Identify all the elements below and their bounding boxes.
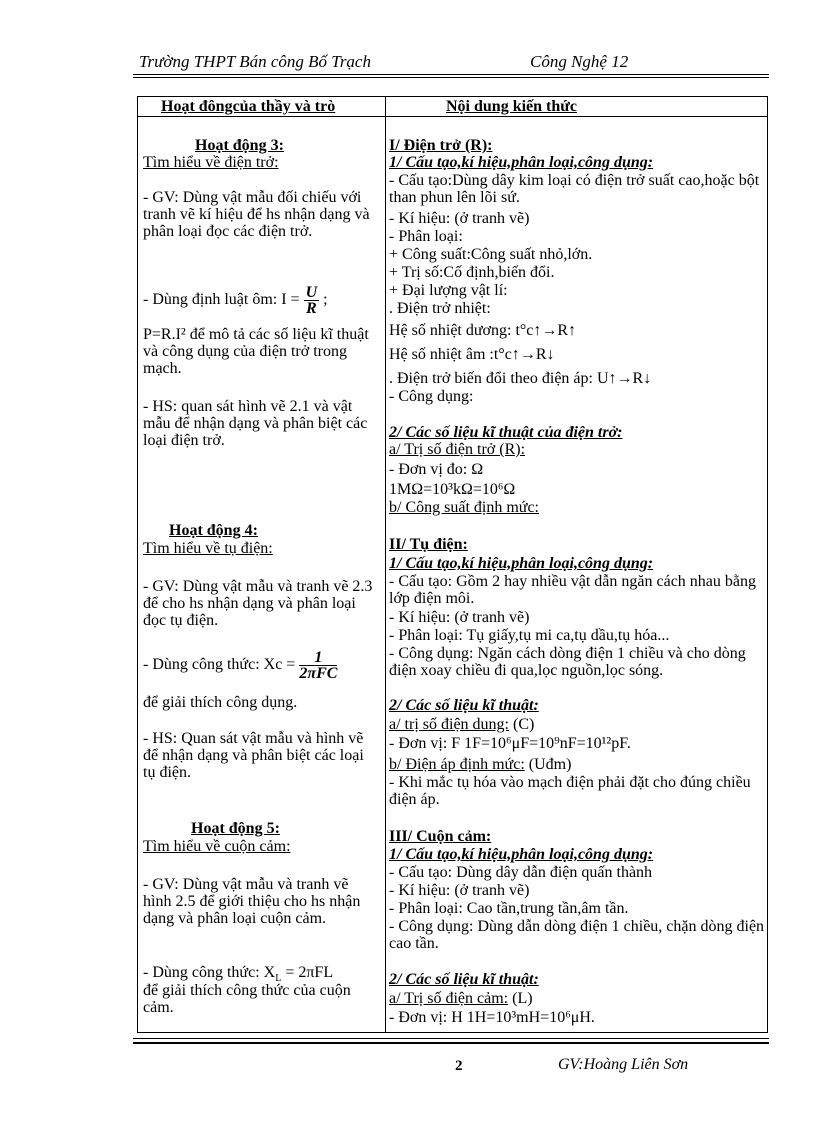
section-inductor: III/ Cuộn cảm:: [389, 828, 492, 845]
activity-4-title: Hoạt động 4:: [169, 522, 258, 539]
voltage-resistor: . Điện trở biến đổi theo điện áp: U↑→R↓: [389, 370, 652, 387]
school-name: Trường THPT Bán công Bố Trạch: [139, 52, 371, 71]
col-header-activities: Hoạt đôngcủa thầy và trò: [161, 98, 336, 115]
activity-5-formula-use: để giải thích công thức của cuộn cảm.: [143, 982, 351, 1016]
footer-rule-thin: [133, 1038, 769, 1039]
rated-voltage: [389, 756, 571, 773]
column-divider: [385, 96, 386, 1033]
activity-4-formula: [143, 650, 337, 681]
inductor-usage: - Công dụng: Dùng dẫn dòng điện 1 chiều, chặn dòng điện cao tần.: [389, 918, 765, 952]
inductive-subscript: L: [275, 973, 282, 985]
rated-voltage-symbol: (Uđm): [524, 756, 572, 773]
inductor-structure: - Cấu tạo: Dùng dây dẫn điện quấn thành: [389, 864, 653, 881]
section-capacitor: II/ Tụ điện:: [389, 536, 468, 553]
negative-coefficient: Hệ số nhiệt âm :t°c↑→R↓: [389, 346, 555, 363]
capacitance-unit: - Đơn vị: F 1F=10⁶μF=10⁹nF=10¹²pF.: [389, 735, 631, 752]
activity-4-gv: - GV: Dùng vật mẫu và tranh vẽ 2.3 để cho hs nhận dạng và phân loại đọc tụ điện.: [143, 578, 373, 629]
capacitive-fraction: [299, 650, 337, 681]
fraction-denominator: 2πFC: [299, 665, 338, 682]
activity-5-title: Hoạt động 5:: [191, 820, 280, 837]
ohm-law-label: - Dùng định luật ôm: I =: [143, 291, 300, 309]
inductive-formula: = 2πFL: [281, 964, 334, 981]
resistor-physical: + Đại lượng vật lí:: [389, 282, 508, 299]
header-rule: [133, 77, 769, 78]
inductor-symbol: - Kí hiệu: (ở tranh vẽ): [389, 882, 530, 899]
capacitor-part-2: 2/ Các số liệu kĩ thuật:: [389, 697, 539, 714]
inductor-part-2: 2/ Các số liệu kĩ thuật:: [389, 971, 539, 988]
footer-rule-thick: [133, 1042, 769, 1044]
fraction-numerator: 1: [299, 650, 337, 666]
resistance-value: a/ Trị số điện trở (R):: [389, 441, 526, 458]
inductor-part-1: 1/ Cấu tạo,kí hiệu,phân loại,công dụng:: [389, 846, 654, 863]
rated-voltage-note: - Khi mắc tụ hóa vào mạch điện phải đặt cho đúng chiều điện áp.: [389, 774, 751, 808]
subject-name: Công Nghệ 12: [530, 52, 629, 71]
inductance-unit: - Đơn vị: H 1H=10³mH=10⁶μH.: [389, 1009, 595, 1026]
fraction-numerator: U: [305, 284, 318, 301]
col-header-content: Nội dung kiến thức: [446, 98, 577, 115]
positive-coefficient: Hệ số nhiệt dương: t°c↑→R↑: [389, 322, 577, 339]
resistor-part-1: 1/ Cấu tạo,kí hiệu,phân loại,công dụng:: [389, 154, 654, 171]
capacitance-value: [389, 716, 534, 733]
resistor-power: + Công suất:Công suất nhỏ,lớn.: [389, 246, 593, 263]
activity-3-gv: - GV: Dùng vật mẫu đối chiếu với tranh vẽ kí hiệu để hs nhận dạng và phân loại đọc các điện trở.: [143, 189, 370, 240]
rated-power: b/ Công suất định mức:: [389, 499, 539, 516]
ohm-law-fraction: [304, 285, 320, 316]
activity-5-gv: - GV: Dùng vật mẫu và tranh vẽ hình 2.5 để giới thiệu cho hs nhận dạng và phân loại cuộn cảm.: [143, 876, 361, 927]
ohm-law-end: ;: [323, 291, 328, 309]
resistor-usage: - Công dụng:: [389, 388, 474, 405]
activity-3-power: P=R.I² để mô tả các số liệu kĩ thuật và công dụng của điện trở trong mạch.: [143, 326, 369, 377]
inductor-classification: - Phân loại: Cao tần,trung tần,âm tần.: [389, 900, 629, 917]
header-row-divider: [137, 116, 768, 117]
thermal-resistor: . Điện trở nhiệt:: [389, 300, 491, 317]
capacitor-classification: - Phân loại: Tụ giấy,tụ mi ca,tụ dầu,tụ hóa...: [389, 627, 670, 644]
activity-3-subtitle: Tìm hiểu về điện trở:: [143, 154, 279, 171]
activity-3-hs: - HS: quan sát hình vẽ 2.1 và vật mẫu để nhận dạng và phân biệt các loại điện trở.: [143, 398, 368, 449]
inductance-symbol: (L): [508, 990, 533, 1007]
resistor-symbol: - Kí hiệu: (ở tranh vẽ): [389, 210, 530, 227]
fraction-denominator: R: [306, 300, 317, 317]
capacitance-label: a/ trị số điện dung:: [389, 716, 509, 733]
activity-4-subtitle: Tìm hiểu về tụ điện:: [143, 540, 273, 557]
resistor-value: + Trị số:Cố định,biến đổi.: [389, 264, 555, 281]
formula-label: - Dùng công thức: Xc =: [143, 656, 296, 674]
resistor-classification: - Phân loại:: [389, 228, 463, 245]
capacitor-symbol: - Kí hiệu: (ở tranh vẽ): [389, 609, 530, 626]
activity-3-ohm-law: [143, 285, 328, 316]
page-header: [133, 50, 769, 75]
capacitor-structure: - Cấu tạo: Gồm 2 hay nhiều vật dẫn ngăn cách nhau bằng lớp điện môi.: [389, 573, 756, 607]
resistance-conversion: 1MΩ=10³kΩ=10⁶Ω: [389, 481, 516, 498]
page-number: 2: [455, 1058, 463, 1074]
resistor-part-2: 2/ Các số liệu kĩ thuật của điện trở:: [389, 424, 623, 441]
teacher-name: GV:Hoàng Liên Sơn: [558, 1056, 689, 1073]
section-resistor: I/ Điện trở (R):: [389, 137, 493, 154]
inductance-label: a/ Trị số điện cảm:: [389, 990, 509, 1007]
activity-5-subtitle: Tìm hiểu về cuộn cảm:: [143, 838, 291, 855]
resistor-structure: - Cấu tạo:Dùng dây kim loại có điện trở suất cao,hoặc bột than phun lên lõi sứ.: [389, 172, 760, 206]
inductance-value: [389, 990, 533, 1007]
capacitor-part-1: 1/ Cấu tạo,kí hiệu,phân loại,công dụng:: [389, 555, 654, 572]
activity-4-hs: - HS: Quan sát vật mẫu và hình vẽ để nhận dạng và phân biệt các loại tụ điện.: [143, 730, 364, 781]
activity-3-title: Hoạt động 3:: [195, 137, 284, 154]
activity-4-formula-use: để giải thích công dụng.: [143, 694, 298, 711]
resistance-unit: - Đơn vị đo: Ω: [389, 461, 484, 478]
capacitor-usage: - Công dụng: Ngăn cách dòng điện 1 chiều và cho dòng điện xoay chiều đi qua,lọc nguồn,lọc sóng.: [389, 645, 746, 679]
capacitance-symbol: (C): [508, 716, 535, 733]
inductive-formula-label: - Dùng công thức: X: [143, 964, 276, 981]
rated-voltage-label: b/ Điện áp định mức:: [389, 756, 525, 773]
